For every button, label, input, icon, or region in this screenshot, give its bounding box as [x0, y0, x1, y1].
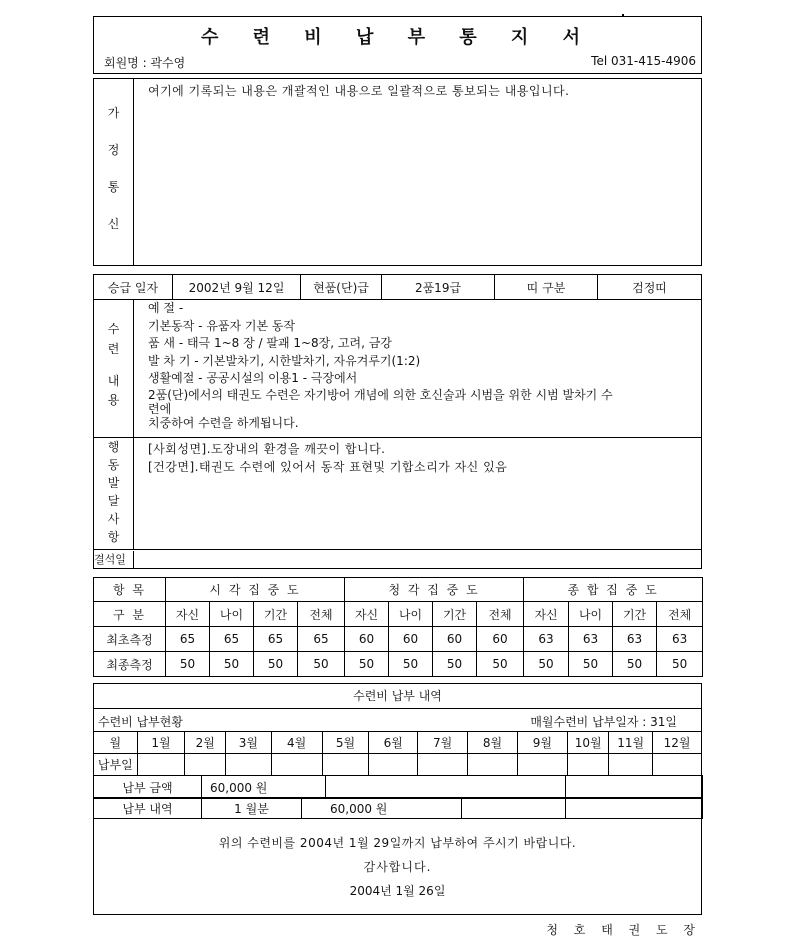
behavior-line: [사회성면].도장내의 환경을 깨끗이 합니다.	[148, 442, 386, 456]
score-sub-header: 기간	[254, 602, 298, 627]
payment-status-label: 수련비 납부현황	[98, 715, 183, 729]
score-group-visual: 시 각 집 중 도	[166, 578, 345, 602]
training-section	[94, 300, 701, 438]
training-line: 발 차 기 - 기본발차기, 시한발차기, 자유겨루기(1:2)	[148, 353, 421, 368]
training-char: 련	[107, 342, 120, 356]
training-line: 련에	[148, 401, 172, 416]
training-char: 용	[107, 393, 120, 407]
score-group-auditory: 청 각 집 중 도	[345, 578, 524, 602]
behavior-section	[94, 438, 701, 550]
score-cell: 50	[345, 652, 389, 677]
score-sub-header: 나이	[569, 602, 613, 627]
dojang-name: 청 호 태 권 도 장	[546, 923, 701, 937]
score-row-final	[94, 652, 703, 677]
tel-number: Tel 031-415-4906	[591, 54, 696, 68]
training-char: 수	[107, 322, 120, 336]
score-cell: 60	[345, 627, 389, 652]
behavior-content	[148, 440, 507, 476]
behavior-char: 사	[107, 512, 120, 526]
score-cell: 65	[210, 627, 254, 652]
paid-day-cell	[322, 754, 369, 776]
training-line: 생활예절 - 공공시설의 이용1 - 극장에서	[148, 371, 358, 385]
score-cell: 65	[254, 627, 298, 652]
score-cell: 50	[657, 652, 703, 677]
payment-status-row	[94, 709, 701, 732]
paid-day-cell	[369, 754, 418, 776]
month-header: 3월	[225, 732, 271, 754]
month-header: 5월	[322, 732, 369, 754]
score-sub-header: 자신	[524, 602, 569, 627]
score-group-total: 종 합 집 중 도	[524, 578, 703, 602]
paid-day-cell	[653, 754, 702, 776]
paid-day-cell	[567, 754, 609, 776]
score-division-label: 구 분	[94, 602, 166, 627]
payment-detail-table	[93, 797, 703, 819]
behavior-label	[94, 438, 134, 549]
score-table	[93, 577, 703, 677]
promotion-rank-value: 2품19급	[414, 281, 462, 295]
score-row-label: 최초측정	[94, 627, 166, 652]
score-cell: 60	[433, 627, 477, 652]
score-cell: 60	[477, 627, 524, 652]
page-title: 수 련 비 납 부 통 지 서	[201, 27, 594, 48]
score-item-label: 항 목	[94, 578, 166, 602]
score-cell: 50	[166, 652, 210, 677]
behavior-line: [건강면].태권도 수련에 있어서 동작 표현및 기합소리가 자신 있음	[148, 460, 508, 474]
score-sub-header: 자신	[345, 602, 389, 627]
score-cell: 50	[389, 652, 433, 677]
month-header: 9월	[517, 732, 567, 754]
promotion-belt-value: 검정띠	[632, 281, 667, 295]
score-sub-header: 기간	[433, 602, 477, 627]
detail-months: 1 월분	[202, 798, 302, 819]
month-header: 10월	[567, 732, 609, 754]
score-cell: 50	[433, 652, 477, 677]
behavior-char: 동	[107, 458, 120, 472]
score-cell: 50	[569, 652, 613, 677]
amount-blank	[566, 776, 703, 799]
home-notice-text: 여기에 기록되는 내용은 개괄적인 내용으로 일괄적으로 통보되는 내용입니다.	[148, 84, 570, 98]
payment-title: 수련비 납부 내역	[94, 684, 701, 709]
training-line: 2품(단)에서의 태권도 수련은 자기방어 개념에 의한 호신술과 시범을 위한 시범 발차기 수	[148, 387, 613, 402]
amount-value: 60,000 원	[202, 776, 326, 799]
paid-day-cell	[137, 754, 185, 776]
detail-amount: 60,000 원	[302, 798, 462, 819]
absence-label: 결석일	[94, 551, 134, 569]
paid-day-label: 납부일	[94, 754, 138, 776]
month-header: 4월	[271, 732, 322, 754]
paid-day-cell	[609, 754, 653, 776]
score-cell: 63	[613, 627, 657, 652]
home-notice-char: 가	[107, 106, 120, 120]
home-notice-char: 신	[107, 217, 120, 231]
paid-day-cell	[185, 754, 226, 776]
paid-day-cell	[468, 754, 518, 776]
training-label	[94, 300, 134, 437]
score-cell: 65	[166, 627, 210, 652]
month-header: 11월	[609, 732, 653, 754]
score-cell: 50	[524, 652, 569, 677]
score-sub-header: 전체	[657, 602, 703, 627]
payment-box	[93, 683, 702, 915]
score-cell: 50	[298, 652, 345, 677]
behavior-char: 항	[107, 530, 120, 544]
home-notice-char: 정	[107, 143, 120, 157]
score-cell: 63	[657, 627, 703, 652]
amount-blank	[326, 776, 566, 799]
month-header: 7월	[418, 732, 468, 754]
payment-monthly-label: 매월수련비 납부일자 : 31일	[530, 715, 677, 729]
score-sub-header: 나이	[210, 602, 254, 627]
student-record-box	[93, 274, 702, 569]
paid-day-cell	[271, 754, 322, 776]
promotion-row	[94, 275, 701, 300]
behavior-char: 달	[107, 494, 120, 508]
promotion-date-value: 2002년 9월 12일	[188, 281, 285, 295]
header-box	[93, 16, 702, 74]
month-header: 12월	[653, 732, 702, 754]
score-sub-header: 나이	[389, 602, 433, 627]
score-row-label: 최종측정	[94, 652, 166, 677]
home-notice-label	[94, 79, 134, 265]
message-line: 위의 수련비를 2004년 1월 29일까지 납부하여 주시기 바랍니다.	[218, 836, 577, 850]
behavior-char: 행	[107, 440, 120, 454]
promotion-rank-label: 현품(단)급	[313, 281, 369, 295]
paid-day-cell	[225, 754, 271, 776]
score-sub-header: 자신	[166, 602, 210, 627]
score-cell: 63	[524, 627, 569, 652]
promotion-date-label: 승급 일자	[107, 281, 159, 295]
amount-label: 납부 금액	[94, 776, 202, 799]
message-date: 2004년 1월 26일	[349, 884, 446, 898]
score-cell: 65	[298, 627, 345, 652]
month-header: 6월	[369, 732, 418, 754]
score-sub-header: 기간	[613, 602, 657, 627]
training-line: 치중하여 수련을 하게됩니다.	[148, 415, 299, 430]
score-cell: 50	[613, 652, 657, 677]
payment-months-table	[93, 731, 702, 776]
score-cell: 63	[569, 627, 613, 652]
score-cell: 50	[477, 652, 524, 677]
home-notice-char: 통	[107, 180, 120, 194]
month-header: 1월	[137, 732, 185, 754]
score-row-initial	[94, 627, 703, 652]
home-notice-box	[93, 78, 702, 266]
training-line: 품 새 - 태극 1~8 장 / 팔괘 1~8장, 고려, 금강	[148, 336, 392, 350]
paid-day-cell	[418, 754, 468, 776]
training-line: 예 절 -	[148, 301, 184, 315]
absence-row	[94, 550, 701, 568]
payment-amount-table	[93, 775, 703, 799]
score-cell: 50	[210, 652, 254, 677]
month-header: 8월	[468, 732, 518, 754]
detail-label: 납부 내역	[94, 798, 202, 819]
behavior-char: 발	[107, 476, 120, 490]
detail-blank	[462, 798, 566, 819]
message-thanks: 감사합니다.	[363, 860, 432, 874]
score-sub-header: 전체	[298, 602, 345, 627]
score-cell: 60	[389, 627, 433, 652]
score-cell: 50	[254, 652, 298, 677]
payment-message	[94, 834, 701, 899]
score-sub-header: 전체	[477, 602, 524, 627]
month-header: 2월	[185, 732, 226, 754]
training-char: 내	[107, 374, 120, 388]
detail-blank	[566, 798, 703, 819]
training-content	[148, 300, 613, 432]
member-name: 회원명 : 곽수영	[104, 56, 186, 70]
paid-day-cell	[517, 754, 567, 776]
promotion-belt-label: 띠 구분	[526, 281, 566, 295]
training-line: 기본동작 - 유품자 기본 동작	[148, 318, 296, 333]
month-header-label: 월	[94, 732, 138, 754]
